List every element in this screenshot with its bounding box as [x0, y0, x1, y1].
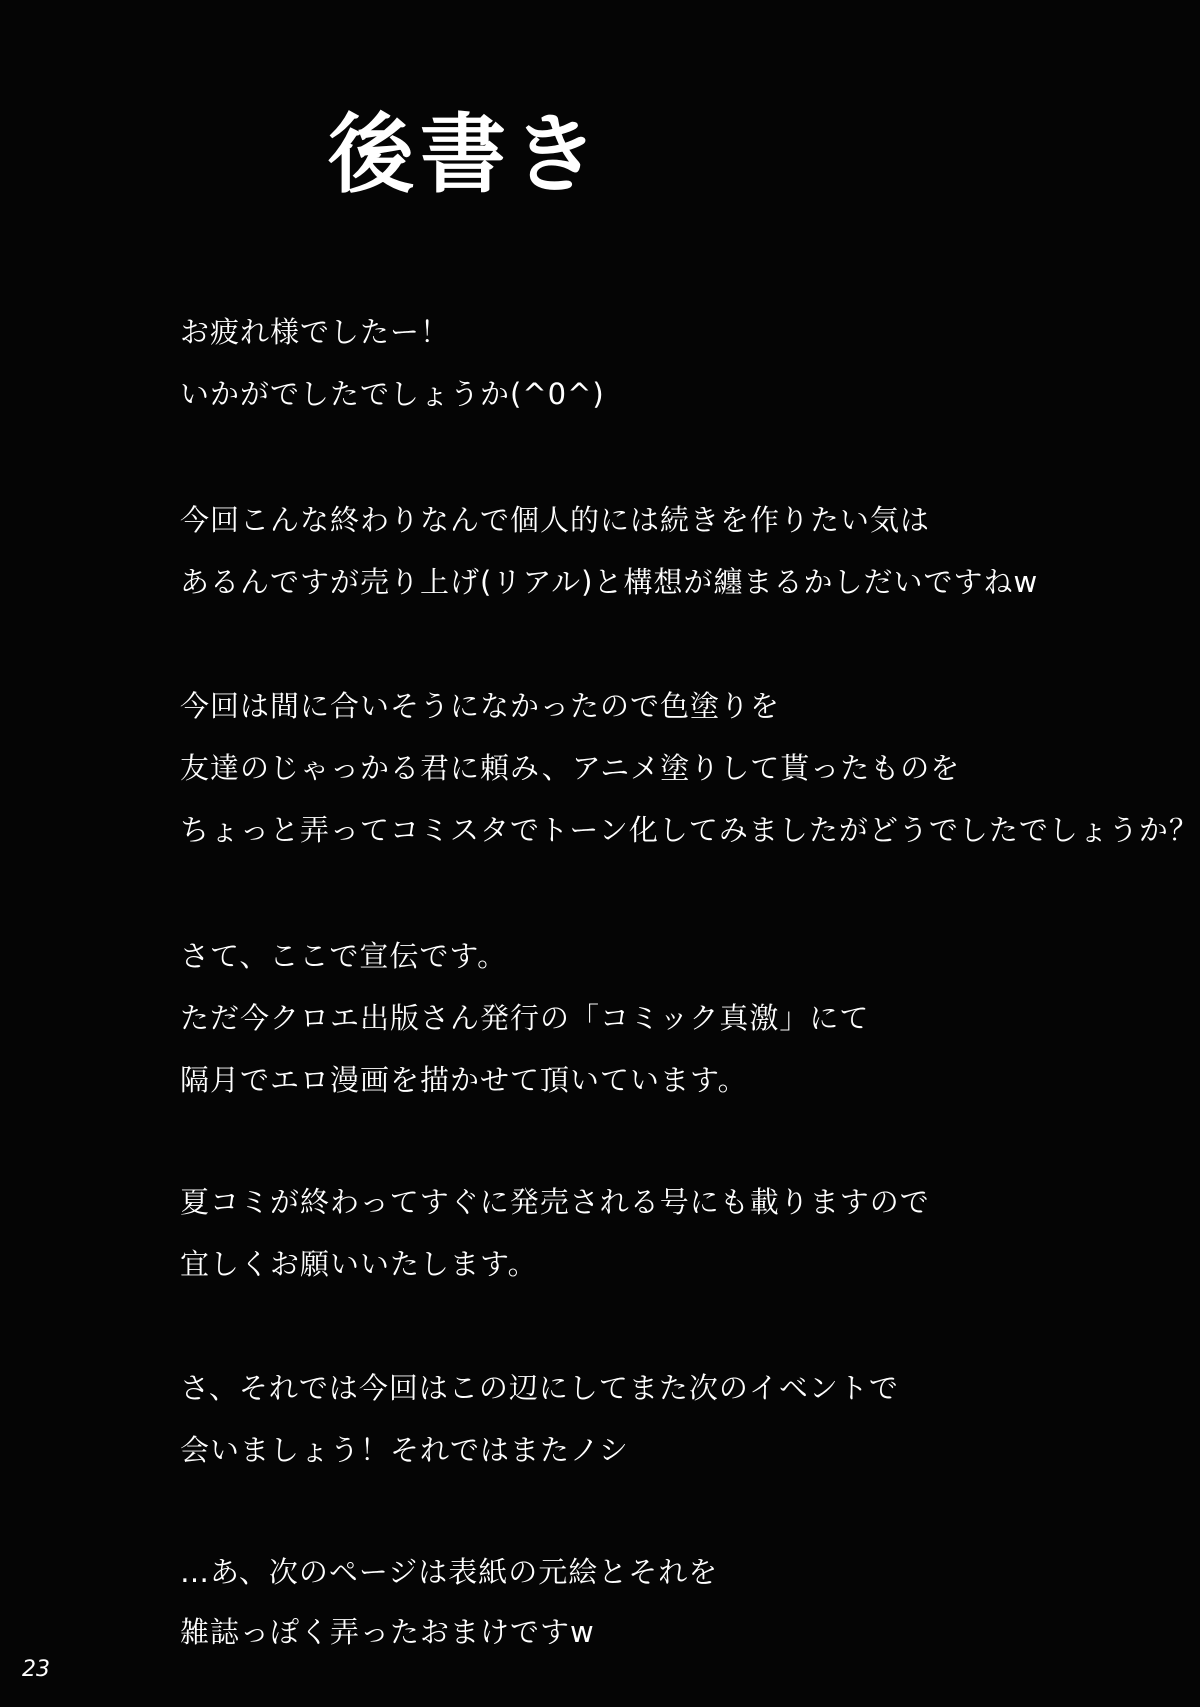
text-line: …あ、次のページは表紙の元絵とそれを	[180, 1555, 719, 1589]
text-line: ちょっと弄ってコミスタでトーン化してみましたがどうでしたでしょうか？	[180, 813, 1199, 847]
text-line: 雑誌っぽく弄ったおまけですw	[180, 1615, 595, 1649]
text-line: 隔月でエロ漫画を描かせて頂いています。	[180, 1063, 748, 1097]
text-line: 会いましょう！それではまたノシ	[180, 1433, 629, 1467]
page-title: 後書き	[328, 104, 604, 205]
text-line: さて、ここで宣伝です。	[180, 939, 508, 973]
text-line: さ、それでは今回はこの辺にしてまた次のイベントで	[180, 1371, 899, 1405]
text-line: 今回は間に合いそうになかったので色塗りを	[180, 689, 781, 723]
text-line: いかがでしたでしょうか(^0^)	[180, 377, 605, 411]
text-line: 宜しくお願いいたします。	[180, 1247, 538, 1281]
text-line: ただ今クロエ出版さん発行の「コミック真激」にて	[180, 1001, 870, 1035]
text-line: 友達のじゃっかる君に頼み、アニメ塗りして貰ったものを	[180, 751, 961, 785]
text-line: 今回こんな終わりなんで個人的には続きを作りたい気は	[180, 503, 931, 537]
text-line: あるんですが売り上げ(リアル)と構想が纏まるかしだいですねw	[180, 565, 1039, 599]
text-line: 夏コミが終わってすぐに発売される号にも載りますので	[180, 1185, 930, 1219]
text-line: お疲れ様でしたー！	[180, 315, 451, 349]
page-number: 23	[22, 1657, 50, 1682]
